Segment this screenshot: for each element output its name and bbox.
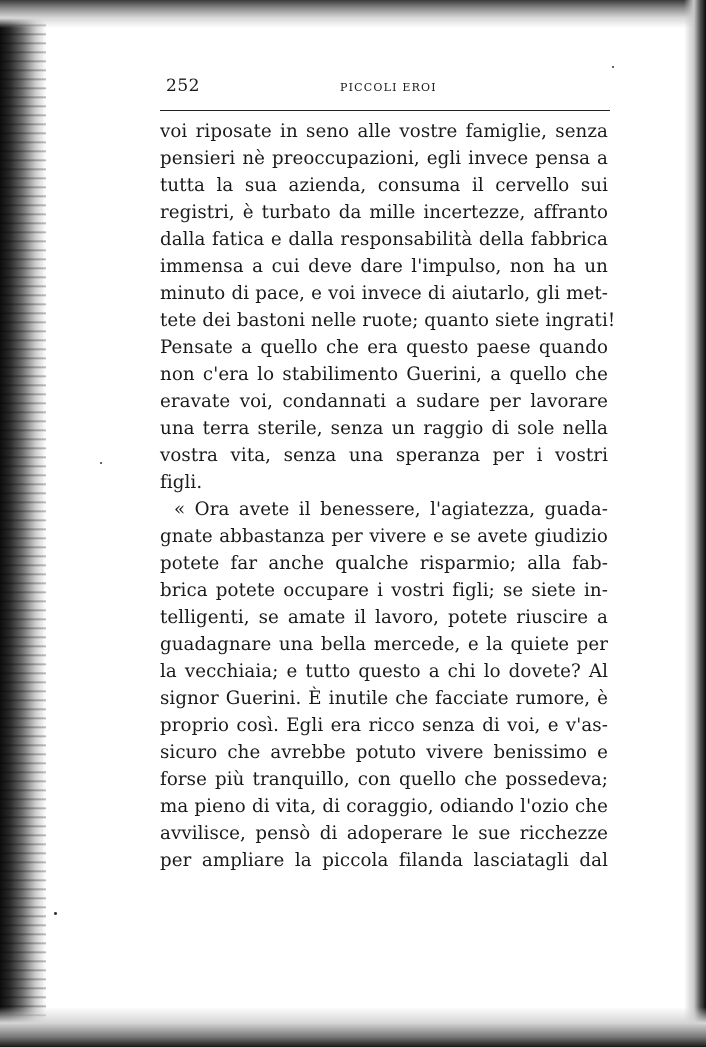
text-line: Pensate a quello che era questo paese quando: [160, 337, 608, 358]
scan-speck: [612, 66, 614, 68]
text-line: proprio così. Egli era ricco senza di voi, e v'as-: [160, 715, 608, 736]
text-line: vostra vita, senza una speranza per i vostri: [160, 445, 608, 466]
text-line: guadagnare una bella mercede, e la quiete per: [160, 634, 608, 655]
text-line: voi riposate in seno alle vostre famiglie, senza: [160, 121, 608, 142]
page-number: 252: [166, 76, 200, 96]
text-line: pensieri nè preoccupazioni, egli invece pensa a: [160, 148, 608, 169]
text-line: « Ora avete il benessere, l'agiatezza, guada-: [174, 499, 608, 520]
scan-shadow-right: [684, 0, 706, 1047]
text-line: tutta la sua azienda, consuma il cervello sui: [160, 175, 608, 196]
body-text: [160, 118, 616, 874]
text-line: telligenti, se amate il lavoro, potete riuscire a: [160, 607, 608, 628]
text-line: potete far anche qualche risparmio; alla fab-: [160, 553, 608, 574]
text-line: la vecchiaia; e tutto questo a chi lo dovete? Al: [160, 661, 608, 682]
scan-speck: [54, 912, 57, 915]
text-line: dalla fatica e dalla responsabilità della fabbrica: [160, 229, 608, 250]
text-line: signor Guerini. È inutile che facciate rumore, è: [160, 688, 608, 709]
text-line: una terra sterile, senza un raggio di sole nella: [160, 418, 608, 439]
page-header: [160, 70, 610, 111]
text-line: figli.: [160, 472, 203, 493]
text-line: eravate voi, condannati a sudare per lavorare: [160, 391, 608, 412]
text-line: brica potete occupare i vostri figli; se siete in-: [160, 580, 608, 601]
text-line: non c'era lo stabilimento Guerini, a quello che: [160, 364, 608, 385]
text-line: sicuro che avrebbe potuto vivere benissimo e: [160, 742, 608, 763]
text-line: forse più tranquillo, con quello che possedeva;: [160, 769, 608, 790]
scan-speck: [100, 462, 102, 464]
text-line: tete dei bastoni nelle ruote; quanto siete ingrati!: [160, 310, 616, 331]
text-line: immensa a cui deve dare l'impulso, non ha un: [160, 256, 608, 277]
text-line: per ampliare la piccola filanda lasciatagli dal: [160, 850, 608, 871]
text-line: gnate abbastanza per vivere e se avete giudizio: [160, 526, 608, 547]
text-line: avvilisce, pensò di adoperare le sue ricchezze: [160, 823, 608, 844]
text-line: minuto di pace, e voi invece di aiutarlo, gli met-: [160, 283, 608, 304]
scan-shadow-bottom: [0, 1007, 706, 1047]
text-line: registri, è turbato da mille incertezze, affranto: [160, 202, 608, 223]
scan-shadow-top: [0, 0, 706, 28]
text-line: ma pieno di vita, di coraggio, odiando l'ozio che: [160, 796, 608, 817]
scan-shadow-left: [0, 0, 46, 1047]
running-title: PICCOLI EROI: [340, 81, 437, 94]
